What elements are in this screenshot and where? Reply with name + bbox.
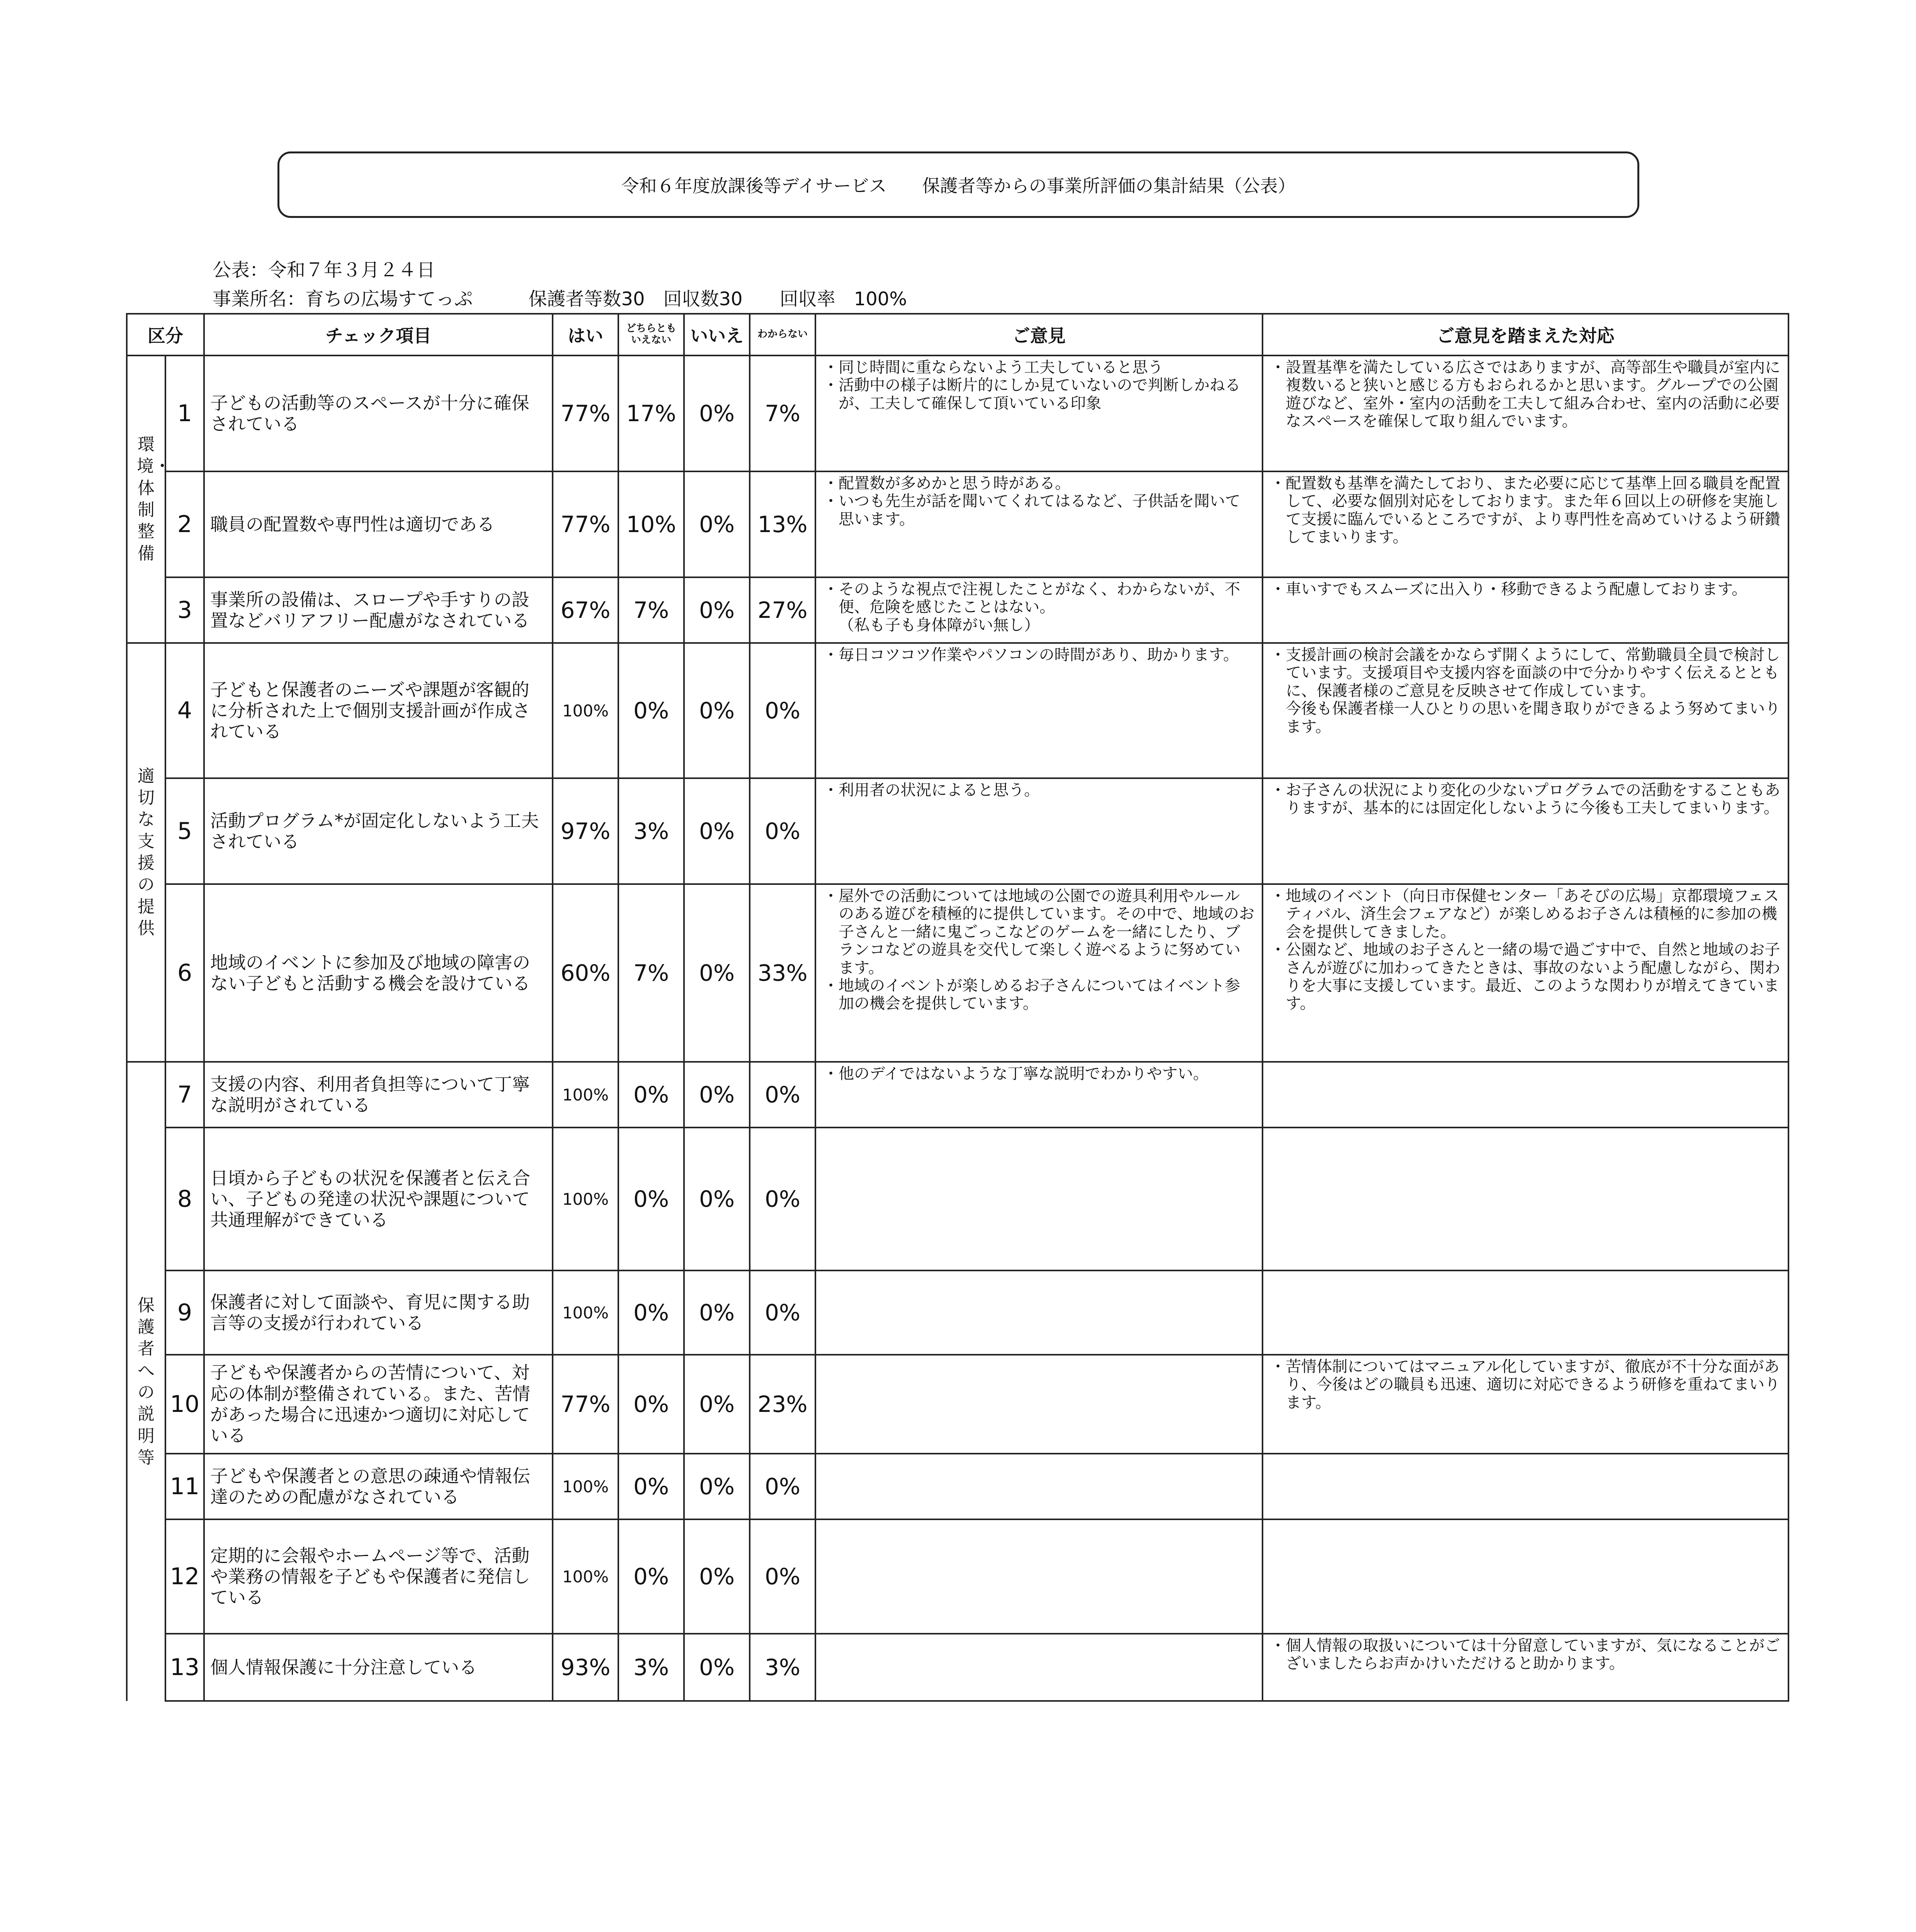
- opinion-text: 毎日コツコツ作業やパソコンの時間があり、助かります。: [839, 646, 1239, 664]
- row-number: 6: [165, 884, 204, 1062]
- response-bullet: [1270, 781, 1781, 817]
- response-bullet: [1270, 474, 1781, 546]
- unknown-pct: 0%: [750, 1454, 815, 1519]
- response-cell: [1263, 471, 1788, 577]
- table-row: [127, 471, 1788, 577]
- bullet-dot-icon: ・: [823, 887, 839, 905]
- bullet-dot-icon: ・: [1270, 474, 1286, 492]
- bullet-dot-icon: ・: [1270, 1637, 1286, 1655]
- header-yes: はい: [553, 314, 618, 355]
- response-text: 配置数も基準を満たしており、また必要に応じて基準上回る職員を配置して、必要な個別対応をしております。また年６回以上の研修を実施して支援に臨んでいるところですが、より専門性を高めていけるよう研鑽してまいります。: [1286, 474, 1780, 546]
- opinion-text: 屋外での活動については地域の公園での遊具利用やルールのある遊びを積極的に提供しています。その中で、地域のお子さんと一緒に鬼ごっこなどのゲームを一緒にしたり、ブランコなどの遊具を交代して楽しく遊べるように努めています。: [839, 887, 1254, 977]
- opinion-bullet: [823, 977, 1255, 1013]
- response-text: 苦情体制についてはマニュアル化していますが、徹底が不十分な面があり、今後はどの職員も迅速、適切に対応できるよう研修を重ねてまいります。: [1286, 1358, 1780, 1412]
- table-row: [127, 884, 1788, 1062]
- opinion-bullet: [823, 492, 1255, 528]
- no-pct: 0%: [684, 1062, 750, 1128]
- opinion-bullet: [823, 580, 1255, 634]
- no-pct: 0%: [684, 778, 750, 884]
- response-cell: [1263, 778, 1788, 884]
- table-row: [127, 1062, 1788, 1128]
- opinion-cell: [815, 355, 1263, 471]
- row-number: 7: [165, 1062, 204, 1128]
- bullet-dot-icon: ・: [823, 646, 839, 664]
- no-pct: 0%: [684, 1270, 750, 1355]
- document-title-box: [277, 151, 1639, 218]
- response-cell: [1263, 1634, 1788, 1701]
- bullet-dot-icon: ・: [1270, 580, 1286, 598]
- table-row: [127, 778, 1788, 884]
- bullet-dot-icon: ・: [1270, 941, 1286, 959]
- bullet-dot-icon: ・: [823, 359, 839, 376]
- no-pct: 0%: [684, 1634, 750, 1701]
- check-item: 活動プログラム*が固定化しないよう工夫されている: [204, 778, 553, 884]
- no-pct: 0%: [684, 643, 750, 778]
- unknown-pct: 7%: [750, 355, 815, 471]
- unknown-pct: 23%: [750, 1355, 815, 1454]
- response-text: 地域のイベント（向日市保健センター「あそびの広場」京都環境フェスティバル、済生会フェアなど）が楽しめるお子さんは積極的に参加の機会を提供してきました。: [1286, 887, 1779, 941]
- unknown-pct: 33%: [750, 884, 815, 1062]
- check-item: 日頃から子どもの状況を保護者と伝え合い、子どもの発達の状況や課題について共通理解ができている: [204, 1128, 553, 1270]
- yes-pct: 93%: [553, 1634, 618, 1701]
- response-bullet: [1270, 1637, 1781, 1673]
- opinion-bullet: [823, 474, 1255, 492]
- check-item: 支援の内容、利用者負担等について丁寧な説明がされている: [204, 1062, 553, 1128]
- opinion-text: 活動中の様子は断片的にしか見ていないので判断しかねるが、工夫して確保して頂いている印象: [839, 376, 1240, 412]
- unknown-pct: 13%: [750, 471, 815, 577]
- bullet-dot-icon: ・: [1270, 359, 1286, 376]
- header-item: チェック項目: [204, 314, 553, 355]
- row-number: 12: [165, 1519, 204, 1634]
- neutral-pct: 0%: [618, 1062, 684, 1128]
- yes-pct: 77%: [553, 355, 618, 471]
- opinion-cell: [815, 1634, 1263, 1701]
- row-number: 8: [165, 1128, 204, 1270]
- no-pct: 0%: [684, 471, 750, 577]
- opinion-cell: [815, 1128, 1263, 1270]
- opinion-cell: [815, 471, 1263, 577]
- yes-pct: 97%: [553, 778, 618, 884]
- row-number: 2: [165, 471, 204, 577]
- neutral-pct: 0%: [618, 643, 684, 778]
- response-text: 車いすでもスムーズに出入り・移動できるよう配慮しております。: [1286, 580, 1747, 598]
- no-pct: 0%: [684, 1454, 750, 1519]
- response-cell: [1263, 577, 1788, 643]
- opinion-cell: [815, 1062, 1263, 1128]
- bullet-dot-icon: ・: [1270, 781, 1286, 799]
- category-label: 保護者への説明等: [138, 1295, 155, 1468]
- yes-pct: 100%: [553, 1062, 618, 1128]
- yes-pct: 100%: [553, 1128, 618, 1270]
- opinion-text: 配置数が多めかと思う時がある。: [839, 474, 1070, 492]
- opinion-cell: [815, 1355, 1263, 1454]
- opinion-cell: [815, 577, 1263, 643]
- yes-pct: 100%: [553, 643, 618, 778]
- no-pct: 0%: [684, 1519, 750, 1634]
- yes-pct: 77%: [553, 1355, 618, 1454]
- response-cell: [1263, 1128, 1788, 1270]
- response-cell: [1263, 643, 1788, 778]
- check-item: 保護者に対して面談や、育児に関する助言等の支援が行われている: [204, 1270, 553, 1355]
- yes-pct: 100%: [553, 1454, 618, 1519]
- opinion-cell: [815, 1454, 1263, 1519]
- unknown-pct: 0%: [750, 643, 815, 778]
- yes-pct: 100%: [553, 1270, 618, 1355]
- header-response: ご意見を踏まえた対応: [1263, 314, 1788, 355]
- bullet-dot-icon: ・: [823, 474, 839, 492]
- table-row: [127, 643, 1788, 778]
- neutral-pct: 0%: [618, 1128, 684, 1270]
- check-item: 子どもや保護者からの苦情について、対応の体制が整備されている。また、苦情があった場合に迅速かつ適切に対応している: [204, 1355, 553, 1454]
- check-item: 子どもと保護者のニーズや課題が客観的に分析された上で個別支援計画が作成されている: [204, 643, 553, 778]
- opinion-bullet: [823, 1065, 1255, 1083]
- bullet-dot-icon: ・: [1270, 646, 1286, 664]
- category-label: 適切な支援の提供: [138, 766, 155, 938]
- check-item: 子どもの活動等のスペースが十分に確保されている: [204, 355, 553, 471]
- check-item: 子どもや保護者との意思の疎通や情報伝達のための配慮がなされている: [204, 1454, 553, 1519]
- opinion-bullet: [823, 781, 1255, 799]
- no-pct: 0%: [684, 884, 750, 1062]
- neutral-pct: 0%: [618, 1355, 684, 1454]
- unknown-pct: 27%: [750, 577, 815, 643]
- response-text: 個人情報の取扱いについては十分留意していますが、気になることがございましたらお声かけいただけると助かります。: [1286, 1637, 1780, 1673]
- row-number: 10: [165, 1355, 204, 1454]
- response-cell: [1263, 355, 1788, 471]
- evaluation-table: [126, 313, 1789, 1702]
- opinion-text: いつも先生が話を聞いてくれてはるなど、子供話を聞いて思います。: [839, 492, 1240, 528]
- response-text: お子さんの状況により変化の少ないプログラムでの活動をすることもありますが、基本的には固定化しないように今後も工夫してまいります。: [1286, 781, 1780, 817]
- bullet-dot-icon: ・: [823, 781, 839, 799]
- row-number: 11: [165, 1454, 204, 1519]
- response-bullet: [1270, 646, 1781, 736]
- opinion-text: 他のデイではないような丁寧な説明でわかりやすい。: [839, 1065, 1209, 1083]
- bullet-dot-icon: ・: [823, 580, 839, 598]
- row-number: 13: [165, 1634, 204, 1701]
- response-bullet: [1270, 580, 1781, 598]
- check-item: 定期的に会報やホームページ等で、活動や業務の情報を子どもや保護者に発信している: [204, 1519, 553, 1634]
- bullet-dot-icon: ・: [823, 976, 839, 995]
- bullet-dot-icon: ・: [823, 492, 839, 510]
- neutral-pct: 7%: [618, 884, 684, 1062]
- row-number: 4: [165, 643, 204, 778]
- yes-pct: 100%: [553, 1519, 618, 1634]
- check-item: 個人情報保護に十分注意している: [204, 1634, 553, 1701]
- table-row: [127, 577, 1788, 643]
- response-cell: [1263, 1519, 1788, 1634]
- yes-pct: 60%: [553, 884, 618, 1062]
- unknown-pct: 0%: [750, 1062, 815, 1128]
- yes-pct: 67%: [553, 577, 618, 643]
- neutral-pct: 0%: [618, 1270, 684, 1355]
- row-number: 5: [165, 778, 204, 884]
- document-title: 令和６年度放課後等デイサービス 保護者等からの事業所評価の集計結果（公表）: [621, 175, 1296, 196]
- neutral-pct: 10%: [618, 471, 684, 577]
- unknown-pct: 0%: [750, 1270, 815, 1355]
- response-cell: [1263, 1270, 1788, 1355]
- bullet-dot-icon: ・: [1270, 887, 1286, 905]
- neutral-pct: 0%: [618, 1454, 684, 1519]
- header-unknown: わからない: [750, 314, 815, 355]
- response-cell: [1263, 884, 1788, 1062]
- opinion-cell: [815, 884, 1263, 1062]
- yes-pct: 77%: [553, 471, 618, 577]
- header-neutral: どちらとも いえない: [618, 314, 684, 355]
- published-date: 公表：令和７年３月２４日: [213, 259, 436, 281]
- bullet-dot-icon: ・: [1270, 1358, 1286, 1376]
- opinion-cell: [815, 1270, 1263, 1355]
- header-category: 区分: [127, 314, 204, 355]
- neutral-pct: 0%: [618, 1519, 684, 1634]
- opinion-bullet: [823, 887, 1255, 977]
- opinion-text: そのような視点で注視したことがなく、わからないが、不便、危険を感じたことはない。 （私も子も身体障がい無し）: [839, 580, 1240, 634]
- check-item: 職員の配置数や専門性は適切である: [204, 471, 553, 577]
- table-row: [127, 1355, 1788, 1454]
- no-pct: 0%: [684, 355, 750, 471]
- response-bullet: [1270, 1358, 1781, 1412]
- no-pct: 0%: [684, 1355, 750, 1454]
- unknown-pct: 3%: [750, 1634, 815, 1701]
- response-text: 設置基準を満たしている広さではありますが、高等部生や職員が室内に複数いると狭いと感じる方もおられるかと思います。グループでの公園遊びなど、室外・室内の活動を工夫して組み合わせ、室内の活動に必要なスペースを確保して取り組んでいます。: [1286, 359, 1780, 430]
- row-number: 3: [165, 577, 204, 643]
- opinion-bullet: [823, 376, 1255, 412]
- table-row: [127, 1454, 1788, 1519]
- facility-line: 事業所名：育ちの広場すてっぷ 保護者等数30 回収数30 回収率 100%: [213, 288, 907, 310]
- table-body: [127, 355, 1788, 1701]
- neutral-pct: 17%: [618, 355, 684, 471]
- row-number: 1: [165, 355, 204, 471]
- check-item: 事業所の設備は、スロープや手すりの設置などバリアフリー配慮がなされている: [204, 577, 553, 643]
- neutral-pct: 7%: [618, 577, 684, 643]
- neutral-pct: 3%: [618, 778, 684, 884]
- opinion-cell: [815, 643, 1263, 778]
- category-label: 環境・体制整備: [137, 435, 171, 563]
- category-cell: [127, 1062, 165, 1701]
- opinion-bullet: [823, 359, 1255, 376]
- category-cell: [127, 643, 165, 1062]
- opinion-text: 利用者の状況によると思う。: [839, 781, 1040, 799]
- response-text: 公園など、地域のお子さんと一緒の場で過ごす中で、自然と地域のお子さんが遊びに加わってきたときは、事故のないよう配慮しながら、関わりを大事に支援しています。最近、このような関わりが増えてきています。: [1286, 941, 1780, 1013]
- evaluation-table-container: [126, 313, 1788, 1702]
- opinion-bullet: [823, 646, 1255, 664]
- unknown-pct: 0%: [750, 778, 815, 884]
- no-pct: 0%: [684, 1128, 750, 1270]
- bullet-dot-icon: ・: [823, 376, 839, 395]
- response-bullet: [1270, 887, 1781, 941]
- table-row: [127, 1519, 1788, 1634]
- response-bullet: [1270, 359, 1781, 430]
- opinion-text: 同じ時間に重ならないよう工夫していると思う: [839, 359, 1163, 376]
- unknown-pct: 0%: [750, 1128, 815, 1270]
- neutral-pct: 3%: [618, 1634, 684, 1701]
- table-row: [127, 355, 1788, 471]
- response-cell: [1263, 1355, 1788, 1454]
- opinion-cell: [815, 1519, 1263, 1634]
- response-bullet: [1270, 941, 1781, 1013]
- unknown-pct: 0%: [750, 1519, 815, 1634]
- category-cell: [127, 355, 171, 643]
- response-cell: [1263, 1062, 1788, 1128]
- header-no: いいえ: [684, 314, 750, 355]
- row-number: 9: [165, 1270, 204, 1355]
- table-header-row: [127, 314, 1788, 355]
- header-opinion: ご意見: [815, 314, 1263, 355]
- table-row: [127, 1634, 1788, 1701]
- response-cell: [1263, 1454, 1788, 1519]
- table-row: [127, 1128, 1788, 1270]
- no-pct: 0%: [684, 577, 750, 643]
- opinion-text: 地域のイベントが楽しめるお子さんについてはイベント参加の機会を提供しています。: [839, 976, 1240, 1013]
- check-item: 地域のイベントに参加及び地域の障害のない子どもと活動する機会を設けている: [204, 884, 553, 1062]
- bullet-dot-icon: ・: [823, 1065, 839, 1083]
- opinion-cell: [815, 778, 1263, 884]
- response-text: 支援計画の検討会議をかならず開くようにして、常勤職員全員で検討しています。支援項目や支援内容を面談の中で分かりやすく伝えるとともに、保護者様のご意見を反映させて作成しています。 今後も保護者様一人ひとりの思いを聞き取りができるよう努めてまいります。: [1286, 646, 1780, 736]
- table-row: [127, 1270, 1788, 1355]
